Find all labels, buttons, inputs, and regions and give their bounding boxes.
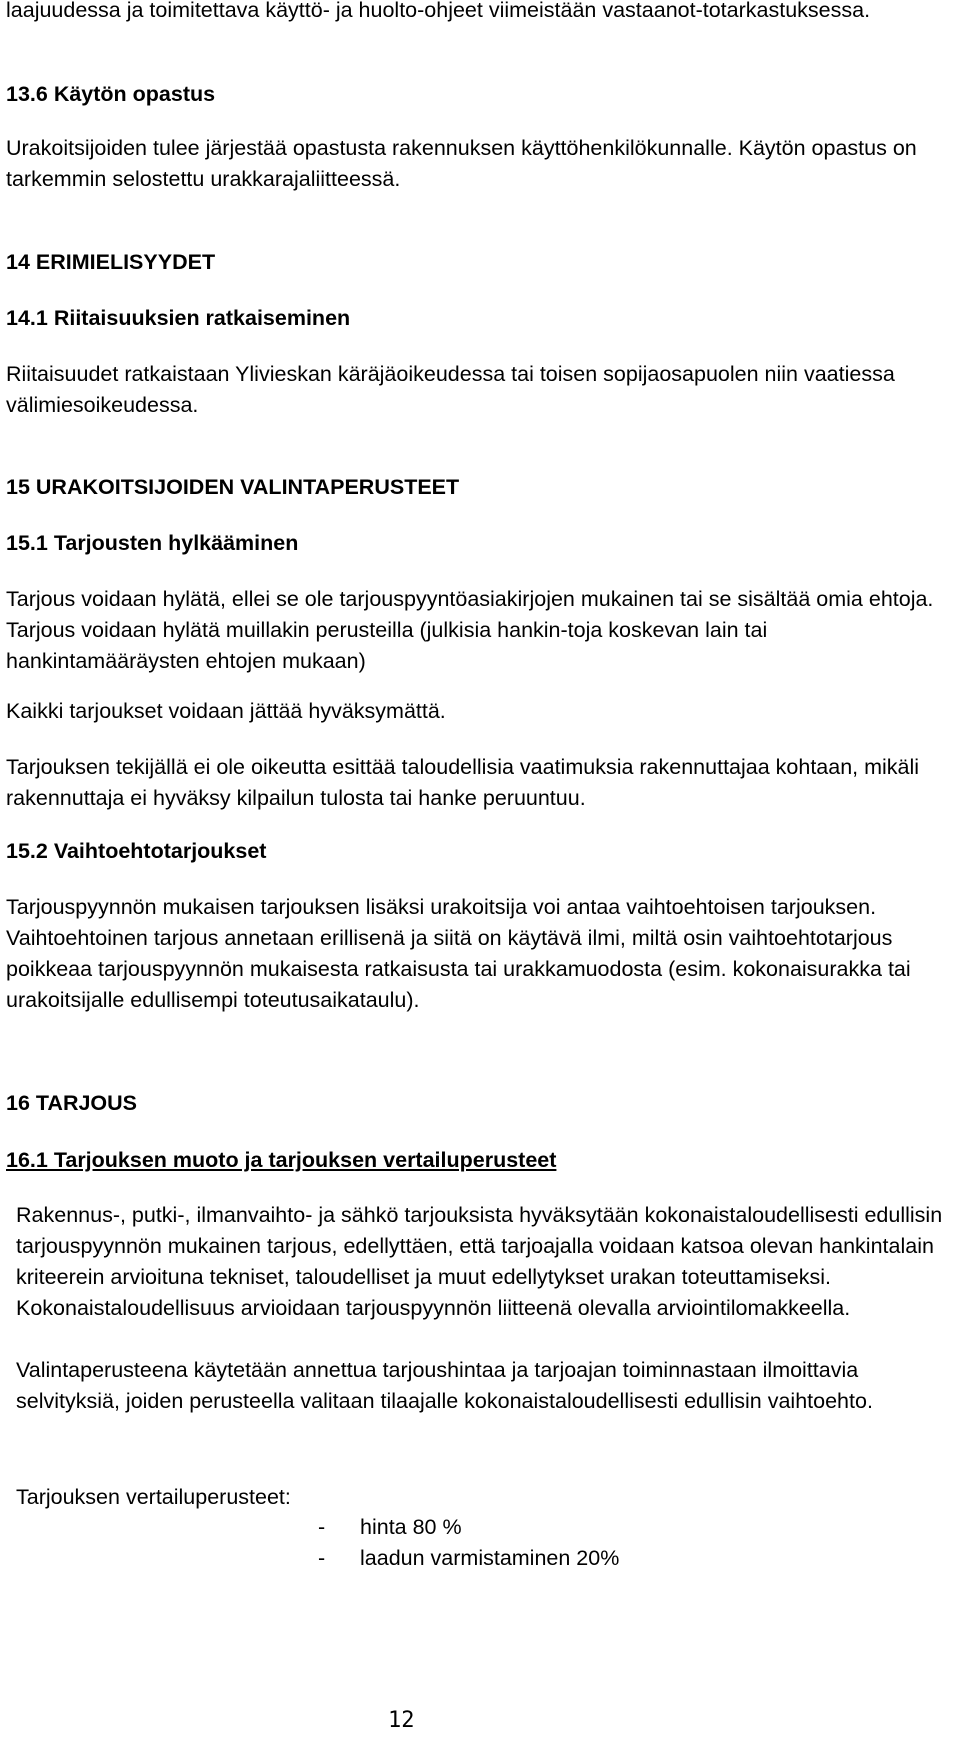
criteria-label: Tarjouksen vertailuperusteet:: [16, 1485, 291, 1509]
list-item-text: laadun varmistaminen 20%: [360, 1546, 620, 1570]
paragraph-15-2: Tarjouspyynnön mukaisen tarjouksen lisäksi urakoitsija voi antaa vaihtoehtoisen tarjouksen. Vaihtoehtoinen tarjous annetaan erillisenä ja siitä on käytävä ilmi, miltä osin vaihtoehtotarjous poikkeaa tarjouspyynnön mukaisesta ratkaisusta tai urakkamuodosta (esim. kokonaisurakka tai urakoitsijalle edullisempi toteutusaikataulu).: [6, 895, 911, 1012]
page-number: 12: [388, 1708, 415, 1733]
list-dash: -: [318, 1515, 326, 1539]
heading-15-2: 15.2 Vaihtoehtotarjoukset: [6, 839, 267, 863]
paragraph-16-1-a: Rakennus-, putki-, ilmanvaihto- ja sähkö tarjouksista hyväksytään kokonaistaloudellisesti edullisin tarjouspyynnön mukainen tarjous, edellyttäen, että tarjoajalla voidaan katsoa olevan hankintalain kriteerein arvioituna tekniset, taloudelliset ja muut edellytykset urakan toteuttamiseksi. Kokonaistaloudellisuus arvioidaan tarjouspyynnön liitteenä olevalla arviointilomakkeella.: [16, 1203, 943, 1320]
heading-15-1: 15.1 Tarjousten hylkääminen: [6, 531, 299, 555]
intro-paragraph: [6, 0, 954, 26]
heading-15: 15 URAKOITSIJOIDEN VALINTAPERUSTEET: [6, 475, 460, 499]
paragraph-15-1-a: Tarjous voidaan hylätä, ellei se ole tarjouspyyntöasiakirjojen mukainen tai se sisältää omia ehtoja. Tarjous voidaan hylätä muillakin perusteilla (julkisia hankin-toja koskevan lain tai hankintamääräysten ehtojen mukaan): [6, 587, 934, 673]
list-item: [318, 1512, 619, 1543]
list-item-text: hinta 80 %: [360, 1515, 462, 1539]
heading-14-1: 14.1 Riitaisuuksien ratkaiseminen: [6, 306, 351, 330]
heading-16: 16 TARJOUS: [6, 1091, 138, 1115]
heading-13-6: 13.6 Käytön opastus: [6, 82, 216, 106]
heading-16-1: 16.1 Tarjouksen muoto ja tarjouksen vertailuperusteet: [6, 1148, 557, 1172]
list-item: [318, 1543, 619, 1574]
paragraph-15-1-c: Tarjouksen tekijällä ei ole oikeutta esittää taloudellisia vaatimuksia rakennuttajaa kohtaan, mikäli rakennuttaja ei hyväksy kilpailun tulosta tai hanke peruuntuu.: [6, 755, 920, 810]
list-dash: -: [318, 1546, 326, 1570]
intro-text: laajuudessa ja toimitettava käyttö- ja huolto-ohjeet viimeistään vastaanot-totarkastuksessa.: [6, 0, 871, 22]
heading-14: 14 ERIMIELISYYDET: [6, 250, 216, 274]
paragraph-15-1-b: Kaikki tarjoukset voidaan jättää hyväksymättä.: [6, 699, 446, 723]
paragraph-16-1-b: Valintaperusteena käytetään annettua tarjoushintaa ja tarjoajan toiminnastaan ilmoittavia selvityksiä, joiden perusteella valitaan tilaajalle kokonaistaloudellisesti edullisin vaihtoehto.: [16, 1358, 873, 1413]
paragraph-13-6: Urakoitsijoiden tulee järjestää opastusta rakennuksen käyttöhenkilökunnalle. Käytön opastus on tarkemmin selostettu urakkarajaliitteessä.: [6, 136, 917, 191]
paragraph-14-1: Riitaisuudet ratkaistaan Ylivieskan käräjäoikeudessa tai toisen sopijaosapuolen niin vaatiessa välimiesoikeudessa.: [6, 362, 895, 417]
criteria-list: [318, 1512, 619, 1574]
